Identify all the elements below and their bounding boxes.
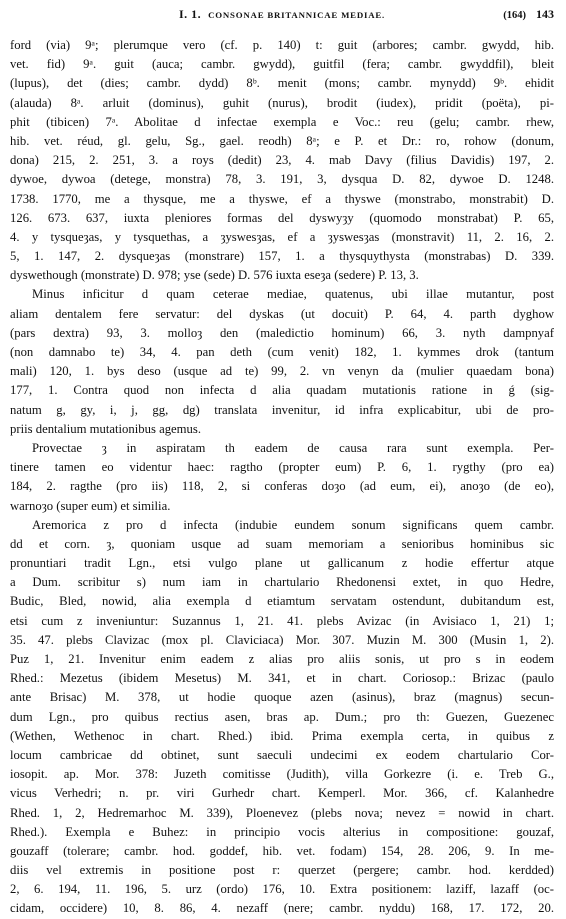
paragraph-start-line: Provectae ȝ in aspiratam th eadem de causa rara sunt exempla. Per- (32, 440, 554, 455)
text-line: dum Lgn., pro quibus rectius asen, bras ap. Dum.; pro th: Guezen, Guezenec (10, 709, 554, 724)
text-line: warnoȝo (super eum) et similia. (10, 498, 171, 513)
text-line: etsi cum z inveniuntur: Suzannus 1, 21. 41. plebs Avizac (in Avisiaco 1, 21) 1; (10, 613, 554, 628)
paragraph-start-line: Minus inficitur d quam ceterae mediae, quatenus, ubi illae mutantur, post (32, 287, 554, 302)
text-line: gouzaff (tolerare; cambr. hod. goddef, hib. vet. fodam) 154, 28. 206, 9. In me- (10, 843, 554, 858)
text-line: natum g, gy, i, j, gg, dg) translata invenitur, id infra explicabitur, ubi de pro- (10, 402, 554, 417)
text-line: 1738. 1770, me a thysque, me a thyswe, ef a thyswe (monstrabo, monstrabit) D. (10, 191, 554, 206)
body-text (10, 36, 554, 919)
text-line: 4. y tysqueȝas, y tysquethas, a ȝyswesȝas, ef a ȝyswesȝas (monstravit) 11, 2. 16, 2. (10, 229, 554, 244)
text-line: diis vel extremis in positione post r: querzet (pergere; cambr. hod. kerdded) (10, 863, 554, 878)
running-title (10, 7, 554, 22)
text-line: locum cambricae dd obtinet, sunt saeculi undecimi ex eodem chartulario Cor- (10, 747, 554, 762)
text-line: a Dum. scribitur s) num iam in chartulario Rhedonensi extet, in quo Hedre, (10, 575, 554, 590)
text-line: phit (tibicen) 7ᵃ. Abolitae d infectae exempla e Voc.: reu (gelu; cambr. rhew, (10, 114, 554, 129)
text-line: hib. vet. réud, gl. gelu, Sg., gael. reodh) 8ᵃ; e P. et Dr.: ro, rohow (donum, (10, 133, 554, 148)
text-line: tinere tamen eo videntur haec: ragtho (propter eum) P. 6, 1. rygthy (pro ea) (10, 460, 554, 475)
text-line: 126. 673. 637, iuxta pleniores formas del dyswyȝy (quomodo monstrabat) P. 65, (10, 210, 554, 225)
text-line: Budic, Bled, nowid, alia exempla d etiamtum servatam ostendunt, dubitandum est, (10, 594, 554, 609)
text-line: ford (via) 9ᵃ; plerumque vero (cf. p. 140) t: guit (arbores; cambr. gwydd, hib. (10, 38, 554, 52)
text-line: dd et corn. ȝ, quoniam usque ad suam memoriam a senioribus hominibus sic (10, 536, 554, 551)
text-line: 5, 1. 147, 2. dysqueȝas (monstrare) 157, 1. a thysquythysta (monstrabas) D. 339. (10, 249, 554, 264)
text-line: (alauda) 8ᵃ. arluit (dominus), guhit (nurus), brodit (iudex), pridit (poëta), pi- (10, 95, 554, 110)
text-line: dyswethough (monstrate) D. 978; yse (sede) D. 576 iuxta eseȝa (sedere) P. 13, 3. (10, 268, 419, 283)
page-numbers (503, 7, 554, 22)
bracket-page-number: (164) (503, 10, 526, 21)
running-header (10, 7, 554, 23)
text-line: dona) 215, 2. 251, 3. a roys (dedit) 23, 4. mab Davy (filius Davidis) 197, 2. (10, 153, 554, 168)
chapter-title: CONSONAE BRITANNICAE MEDIAE. (208, 10, 386, 20)
page-number: 143 (536, 7, 554, 21)
page (10, 0, 554, 916)
text-line: cidam, occidere) 10, 8. 86, 4. nezaff (nere; cambr. nyddu) 168, 17. 172, 20. (10, 901, 554, 916)
text-line: (pars dextra) 93, 3. molloȝ den (maledictio hominum) 66, 3. nyth dampnyaf (10, 325, 554, 340)
paragraph-start-line: Aremorica z pro d infecta (indubie eundem sonum significans quem cambr. (32, 517, 554, 532)
text-line: Puz 1, 21. Invenitur enim eadem z alias pro aliis sonis, ut pro s in eodem (10, 652, 554, 666)
text-line: 177, 1. Contra quod non infecta d alia quadam mutationis ratione in ǵ (sig- (10, 383, 554, 398)
text-line: Rhed. 1, 2, Hedremarhoc M. 339), Ploenevez (plebs nova; nevez = nowid in chart. (10, 805, 554, 820)
text-line: (non damnabo te) 34, 4. pan deth (cum venit) 182, 1. kymmes drok (tantum (10, 345, 554, 359)
text-line: (lupus), det (dies; cambr. dydd) 8ᵇ. menit (mons; cambr. mynydd) 9ᵇ. ehidit (10, 76, 554, 91)
text-line: 184, 2. ragthe (pro iis) 118, 2, si conferas doȝo (ad eum, ei), anoȝo (de eo), (10, 479, 554, 494)
text-line: Rhed.: Mezetus (ibidem Mesetus) M. 341, et in chart. Coriosop.: Brizac (paulo (10, 671, 554, 686)
text-line: aliam dentalem fere servatur: del dyskas (ut docuit) P. 64, 4. parth dyghow (10, 306, 554, 321)
text-line: mali) 120, 1. bys deso (usque ad te) 99, 2. vn venyn da (mulier quaedam bona) (10, 364, 554, 379)
text-line: vicus Verhedri; n. pr. viri Gurhedr chart. Kemperl. Mor. 366, cf. Kalanhedre (10, 786, 554, 801)
text-line: 2, 6. 194, 11. 196, 5. urz (ordo) 176, 10. Extra positionem: laziff, lazaff (oc- (10, 882, 554, 897)
text-line: priis dentalium mutationibus agemus. (10, 421, 201, 436)
text-line: ante Brisac) M. 378, ut hodie quoque azen (asinus), braz (magnus) secun- (10, 690, 554, 705)
text-line: pronuntiari tradit Lgn., etsi vulgo plane ut gallicanum z hodie effertur atque (10, 556, 554, 571)
text-line: Rhed.). Exempla e Buhez: in principio vocis alterius in compositione: gouzaf, (10, 824, 554, 839)
text-line: iosopit. ap. Mor. 378: Juzeth comitisse (Judith), villa Gorkezre (i. e. Treb G., (10, 767, 554, 782)
text-line: 35. 47. plebs Clavizac (mox pl. Claviciaca) Mor. 307. Muzin M. 300 (Musin 1, 2). (10, 632, 554, 647)
text-line: (Wethen, Wethenoc in chart. Rhed.) ibid. Prima exempla certa, in quibus z (10, 728, 554, 743)
text-line: dywoe, dywoa (detege, monstra) 78, 3. 191, 3, dysqua D. 82, dywoe D. 1248. (10, 172, 554, 187)
chapter-number: I. 1. (178, 7, 202, 21)
text-line: vet. fid) 9ᵃ. guit (auca; cambr. gwydd), guitfil (fera; cambr. gwyddfil), bleit (10, 57, 554, 72)
